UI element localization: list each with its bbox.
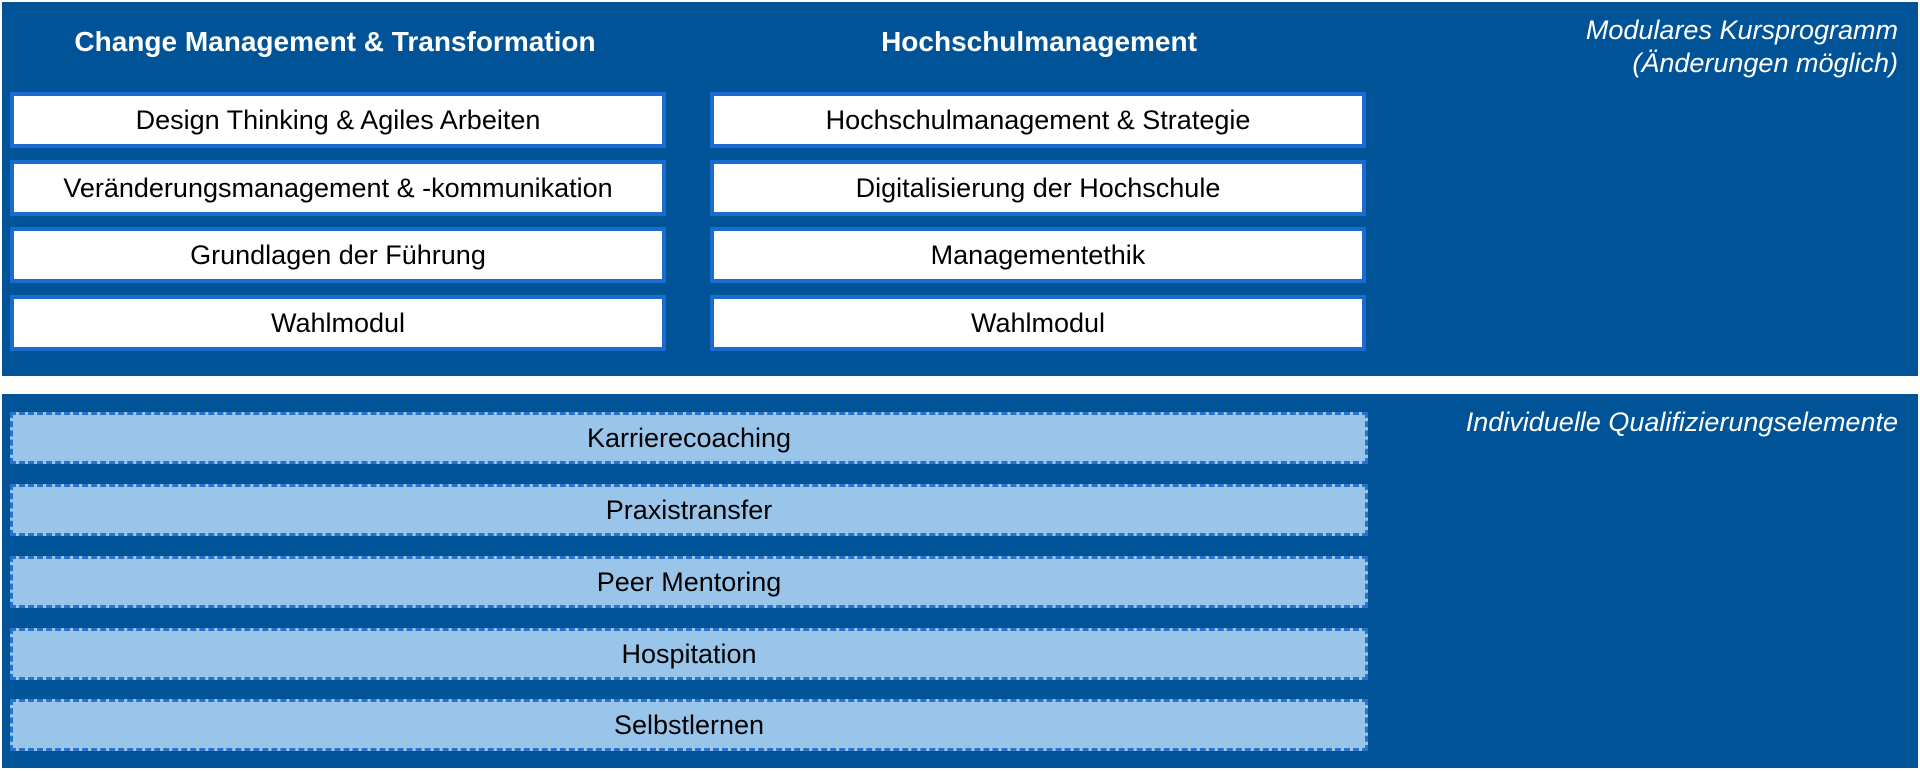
column-title-hochschulmanagement: Hochschulmanagement (881, 26, 1197, 57)
qualification-element: Selbstlernen (10, 699, 1368, 751)
individual-elements-label: Individuelle Qualifizierungselemente (1465, 407, 1898, 437)
modular-program-label-line2: (Änderungen möglich) (1632, 48, 1898, 78)
module-box: Managementethik (710, 227, 1366, 283)
module-box: Hochschulmanagement & Strategie (710, 92, 1366, 148)
qualification-element: Praxistransfer (10, 484, 1368, 536)
modular-program-label-line1: Modulares Kursprogramm (1585, 15, 1898, 45)
modular-program-label (1586, 14, 1898, 80)
module-box: Digitalisierung der Hochschule (710, 160, 1366, 216)
qualification-element: Hospitation (10, 628, 1368, 680)
module-box: Veränderungsmanagement & -kommunikation (10, 160, 666, 216)
module-box: Wahlmodul (710, 295, 1366, 351)
module-box: Grundlagen der Führung (10, 227, 666, 283)
qualification-element: Karrierecoaching (10, 412, 1368, 464)
qualification-element: Peer Mentoring (10, 556, 1368, 608)
module-box: Wahlmodul (10, 295, 666, 351)
column-title-change-management: Change Management & Transformation (74, 26, 596, 57)
module-box: Design Thinking & Agiles Arbeiten (10, 92, 666, 148)
